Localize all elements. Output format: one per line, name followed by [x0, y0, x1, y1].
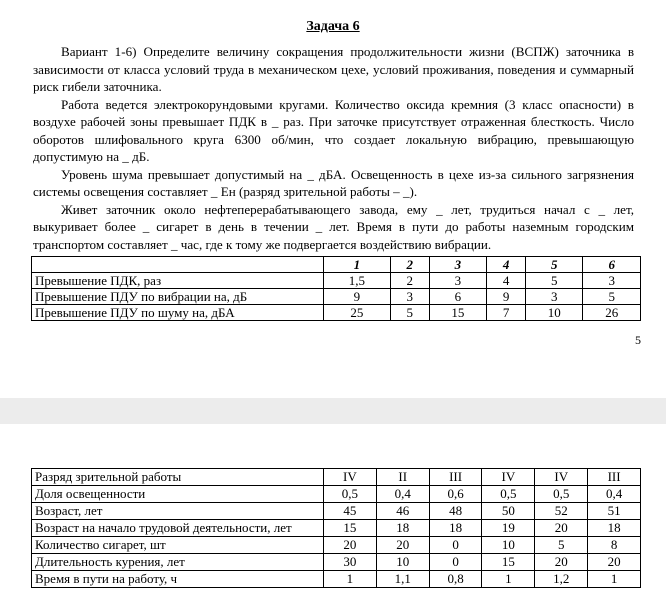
task-title: Задача 6 — [306, 19, 360, 34]
table-row — [32, 273, 641, 289]
table-cell: II — [376, 469, 429, 486]
table-cell: 52 — [535, 503, 588, 520]
table-header-cell: 5 — [525, 257, 583, 273]
table-cell: 48 — [429, 503, 482, 520]
table-cell: 15 — [482, 554, 535, 571]
row-label: Доля освещенности — [32, 486, 324, 503]
table-cell: 3 — [390, 289, 429, 305]
table-cell: III — [588, 469, 641, 486]
table-cell: 0,4 — [588, 486, 641, 503]
row-label: Разряд зрительной работы — [32, 469, 324, 486]
table-row — [32, 503, 641, 520]
table-cell: 20 — [376, 537, 429, 554]
table-header-empty — [32, 257, 324, 273]
table-header-cell: 2 — [390, 257, 429, 273]
table-cell: IV — [482, 469, 535, 486]
paragraph: Вариант 1-6) Определите величину сокращения продолжительности жизни (ВСПЖ) заточника в зависимости от класса условий труда в механическом цехе, условий проживания, поведения и суммарный риск гибели заточника. — [33, 44, 634, 94]
table-cell: 26 — [583, 305, 641, 321]
table-row — [32, 305, 641, 321]
page-number: 5 — [635, 333, 641, 347]
table-cell: 15 — [429, 305, 487, 321]
variants-table-2 — [31, 468, 641, 588]
row-label: Возраст, лет — [32, 503, 324, 520]
task-text — [33, 43, 634, 253]
table-cell: 3 — [429, 273, 487, 289]
paragraph: Живет заточник около нефтеперерабатывающего завода, ему _ лет, трудиться начал с _ лет, выкуривает более _ сигарет в день в течении _ лет. Время в пути до работы наземным городским транспортом составляет _ час, где к тому же подвергается воздействию вибрации. — [33, 201, 634, 252]
table-cell: 9 — [324, 289, 391, 305]
table-row — [32, 469, 641, 486]
table-cell: 46 — [376, 503, 429, 520]
table-cell: 1,1 — [376, 571, 429, 588]
table-cell: 20 — [588, 554, 641, 571]
table-row — [32, 486, 641, 503]
table-cell: 1,5 — [324, 273, 391, 289]
table-cell: III — [429, 469, 482, 486]
document-page-2 — [0, 424, 666, 597]
table-cell: 5 — [535, 537, 588, 554]
table-cell: 7 — [487, 305, 526, 321]
paragraph: Уровень шума превышает допустимый на _ дБА. Освещенность в цехе из-за сильного загрязнения системы освещения составляет _ Ен (разряд зрительной работы – _). — [33, 166, 634, 199]
table-row — [32, 571, 641, 588]
table-cell: 25 — [324, 305, 391, 321]
table-cell: 4 — [487, 273, 526, 289]
table-cell: 20 — [324, 537, 377, 554]
row-label: Возраст на начало трудовой деятельности, лет — [32, 520, 324, 537]
paragraph: Работа ведется электрокорундовыми кругами. Количество оксида кремния (3 класс опасности) в воздухе рабочей зоны превышает ПДК в _ раз. При заточке присутствует отраженная блесткость. Число оборотов шлифовального круга 6300 об/мин, что создает локальную вибрацию, превышающую допустимую на _ дБ. — [33, 96, 634, 164]
table-row — [32, 520, 641, 537]
table-cell: 0,6 — [429, 486, 482, 503]
table-cell: 5 — [390, 305, 429, 321]
table-cell: 10 — [525, 305, 583, 321]
table-cell: 5 — [525, 273, 583, 289]
table-cell: 0,4 — [376, 486, 429, 503]
table-header-cell: 3 — [429, 257, 487, 273]
table-cell: 0,5 — [324, 486, 377, 503]
table-cell: 10 — [376, 554, 429, 571]
table-cell: 0 — [429, 537, 482, 554]
table-cell: 3 — [583, 273, 641, 289]
table-cell: 8 — [588, 537, 641, 554]
table-cell: 2 — [390, 273, 429, 289]
row-label: Превышение ПДУ по шуму на, дБА — [32, 305, 324, 321]
table-header-cell: 6 — [583, 257, 641, 273]
row-label: Количество сигарет, шт — [32, 537, 324, 554]
table-cell: IV — [535, 469, 588, 486]
table-cell: 0 — [429, 554, 482, 571]
table-cell: 1 — [588, 571, 641, 588]
table-cell: 10 — [482, 537, 535, 554]
table-cell: 1,2 — [535, 571, 588, 588]
row-label: Превышение ПДУ по вибрации на, дБ — [32, 289, 324, 305]
table-cell: 1 — [324, 571, 377, 588]
table-cell: 45 — [324, 503, 377, 520]
table-cell: 20 — [535, 520, 588, 537]
table-cell: 3 — [525, 289, 583, 305]
table-cell: IV — [324, 469, 377, 486]
table-header-cell: 1 — [324, 257, 391, 273]
table-cell: 0,8 — [429, 571, 482, 588]
table-row — [32, 537, 641, 554]
table-cell: 9 — [487, 289, 526, 305]
row-label: Длительность курения, лет — [32, 554, 324, 571]
table-cell: 19 — [482, 520, 535, 537]
table-cell: 18 — [376, 520, 429, 537]
table-cell: 51 — [588, 503, 641, 520]
table-cell: 18 — [588, 520, 641, 537]
table-header-cell: 4 — [487, 257, 526, 273]
table-cell: 15 — [324, 520, 377, 537]
variants-table-1 — [31, 256, 641, 321]
table-row — [32, 289, 641, 305]
row-label: Время в пути на работу, ч — [32, 571, 324, 588]
table-cell: 6 — [429, 289, 487, 305]
table-cell: 18 — [429, 520, 482, 537]
row-label: Превышение ПДК, раз — [32, 273, 324, 289]
table-cell: 0,5 — [482, 486, 535, 503]
table-cell: 0,5 — [535, 486, 588, 503]
table-cell: 20 — [535, 554, 588, 571]
table-row — [32, 554, 641, 571]
table-cell: 30 — [324, 554, 377, 571]
table-cell: 5 — [583, 289, 641, 305]
table-cell: 1 — [482, 571, 535, 588]
table-header-row — [32, 257, 641, 273]
table-cell: 50 — [482, 503, 535, 520]
